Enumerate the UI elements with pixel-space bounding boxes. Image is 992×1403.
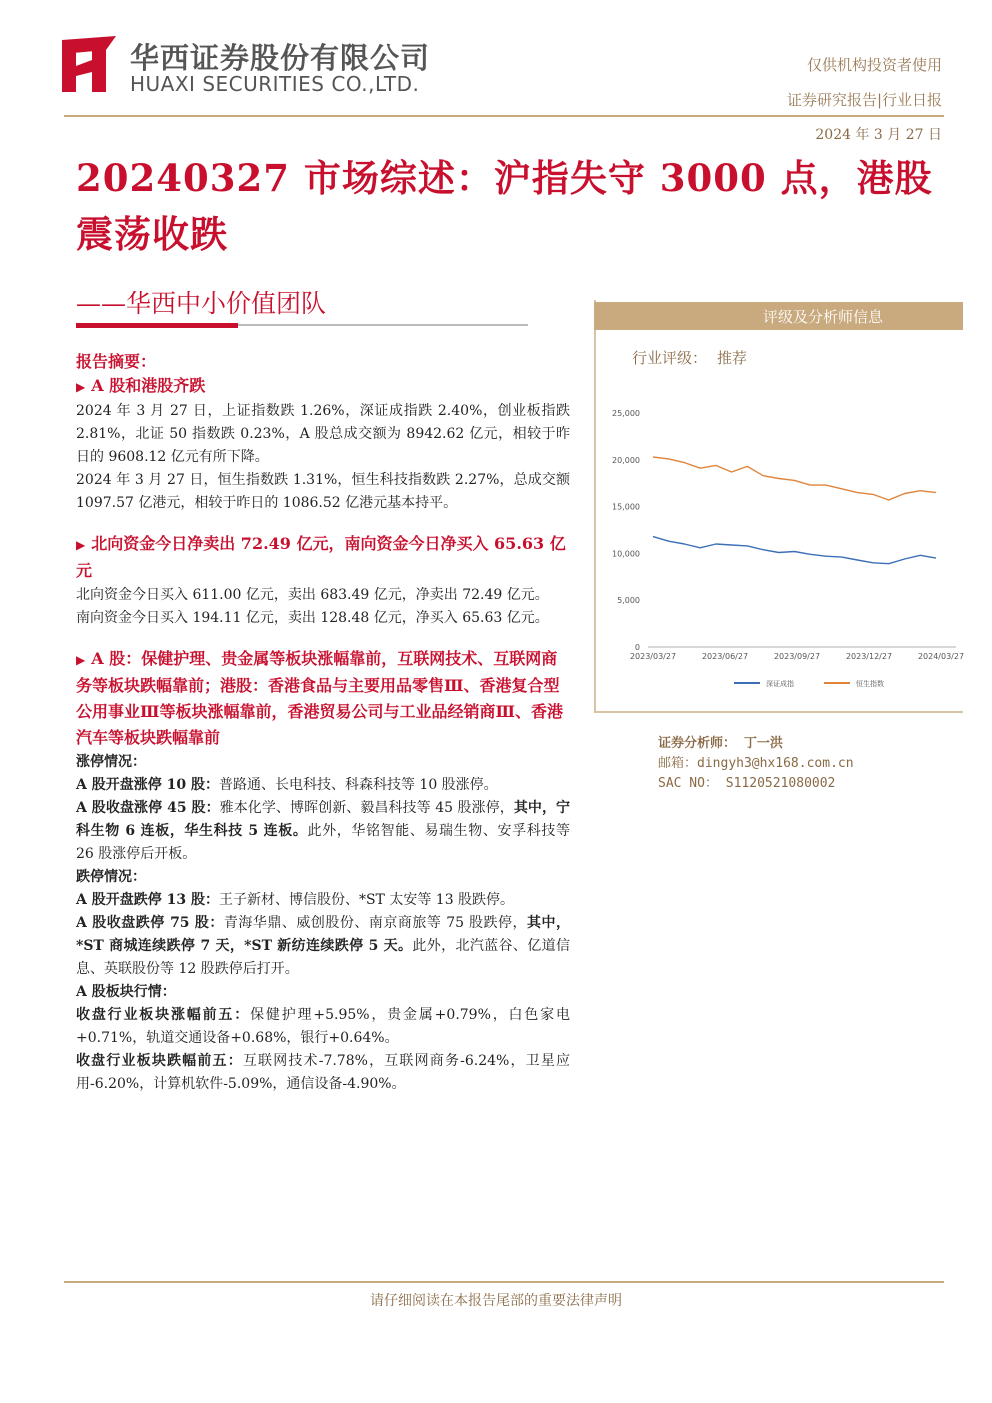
company-logo xyxy=(62,36,116,92)
paragraph xyxy=(76,797,570,866)
report-date: 2024 年 3 月 27 日 xyxy=(815,127,942,143)
paragraph: 北向资金今日买入 611.00 亿元，卖出 683.49 亿元，净卖出 72.49 亿元。 xyxy=(76,587,549,603)
y-tick-label: 5,000 xyxy=(617,596,640,606)
sac-label: SAC NO： xyxy=(658,776,718,791)
rating-label: 行业评级： xyxy=(632,349,708,367)
y-tick-label: 25,000 xyxy=(612,409,640,418)
email-row xyxy=(658,754,854,774)
usage-note: 仅供机构投资者使用 xyxy=(806,56,942,74)
y-tick-label: 15,000 xyxy=(612,502,640,512)
paragraph xyxy=(76,774,570,797)
company-name-en: HUAXI SECURITIES CO.,LTD. xyxy=(130,72,420,96)
section-heading-text: A 股：保健护理、贵金属等板块涨幅靠前，互联网技术、互联网商务等板块跌幅靠前；港股：香港食品与主要用品零售Ⅲ、香港复合型公用事业Ⅲ等板块涨幅靠前，香港贸易公司与工业品经销商Ⅲ、香港汽车等板块跌幅靠前 xyxy=(76,649,563,747)
section-heading-text: A 股和港股齐跌 xyxy=(91,376,206,395)
spacer xyxy=(76,515,570,531)
report-title: 20240327 市场综述：沪指失守 3000 点，港股震荡收跌 xyxy=(76,156,933,256)
paragraph xyxy=(76,1050,570,1096)
panel-bottom-border xyxy=(594,711,963,713)
section-heading xyxy=(76,646,570,751)
x-tick-label: 2023/06/27 xyxy=(701,652,749,661)
sac-number: S1120521080002 xyxy=(725,776,836,791)
spacer xyxy=(76,630,570,646)
lead-text: A 股收盘涨停 45 股： xyxy=(76,800,220,816)
index-line-chart xyxy=(596,395,964,695)
body-text: 青海华鼎、威创股份、南京商旅等 75 股跌停， xyxy=(223,915,528,931)
paragraph: 2024 年 3 月 27 日，上证指数跌 1.26%，深证成指跌 2.40%，创业板指跌 2.81%，北证 50 指数跌 0.23%，A 股总成交额为 8942.62 亿元，相较于昨日的 9608.12 亿元有所下降。 xyxy=(76,403,570,465)
subheading: 跌停情况： xyxy=(76,869,146,885)
footer-divider xyxy=(64,1281,944,1283)
triangle-bullet-icon: ▶ xyxy=(76,653,86,667)
rating-value: 推荐 xyxy=(717,349,748,367)
triangle-bullet-icon: ▶ xyxy=(76,380,86,394)
body-text: 普路通、长电科技、科森科技等 10 股涨停。 xyxy=(218,777,498,793)
analyst-email[interactable]: dingyh3@hx168.com.cn xyxy=(697,756,854,771)
abstract-title: 报告摘要： xyxy=(76,352,157,371)
x-tick-label: 2023/12/27 xyxy=(845,652,893,661)
highlight-text: 其中，*ST 商城连续跌停 7 天，*ST 新纺连续跌停 5 天。 xyxy=(76,915,571,954)
y-tick-label: 10,000 xyxy=(612,549,640,559)
triangle-bullet-icon: ▶ xyxy=(76,538,86,552)
y-tick-label: 0 xyxy=(634,643,640,652)
y-tick-label: 20,000 xyxy=(612,455,640,465)
paragraph xyxy=(76,912,570,981)
analyst-row xyxy=(658,734,854,754)
body-text: 保健护理+5.95%，贵金属+0.79%，白色家电+0.71%，轨道交通设备+0.68%，银行+0.64%。 xyxy=(76,1007,570,1046)
company-name-cn: 华西证券股份有限公司 xyxy=(130,41,431,75)
title-underline-accent xyxy=(76,323,238,328)
lead-text: 收盘行业板块跌幅前五： xyxy=(76,1053,243,1069)
x-tick-label: 2023/03/27 xyxy=(629,652,677,661)
legend-label: 深证成指 xyxy=(766,680,794,688)
x-tick-label: 2023/09/27 xyxy=(773,652,821,661)
panel-title: 评级及分析师信息 xyxy=(762,308,883,326)
industry-rating xyxy=(632,347,747,368)
paragraph xyxy=(76,1004,570,1050)
series-line-1 xyxy=(653,537,936,564)
section-heading xyxy=(76,531,570,584)
body-text: 互联网技术-7.78%，互联网商务-6.24%，卫星应用-6.20%，计算机软件-5.09%，通信设备-4.90%。 xyxy=(76,1053,570,1092)
analyst-name: 丁一洪 xyxy=(743,736,783,751)
paragraph: 南向资金今日买入 194.11 亿元，卖出 128.48 亿元，净买入 65.63 亿元。 xyxy=(76,610,549,626)
highlight-text: 其中，宁科生物 6 连板，华生科技 5 连板。 xyxy=(76,800,571,839)
body-text: 雅本化学、博晖创新、毅昌科技等 45 股涨停， xyxy=(219,800,514,816)
section-heading xyxy=(76,373,570,400)
legend-label: 恒生指数 xyxy=(856,680,884,688)
lead-text: A 股开盘跌停 13 股： xyxy=(76,892,219,908)
footer-disclaimer-note: 请仔细阅读在本报告尾部的重要法律声明 xyxy=(370,1293,622,1309)
header-divider xyxy=(64,115,944,117)
body-text: 王子新材、博信股份、*ST 太安等 13 股跌停。 xyxy=(218,892,515,908)
section-heading-text: 北向资金今日净卖出 72.49 亿元，南向资金今日净买入 65.63 亿元 xyxy=(76,534,566,580)
lead-text: 收盘行业板块涨幅前五： xyxy=(76,1007,251,1023)
analyst-info xyxy=(658,734,854,794)
email-label: 邮箱： xyxy=(658,756,698,771)
paragraph xyxy=(76,889,570,912)
title-underline xyxy=(238,324,528,326)
series-line-2 xyxy=(653,457,936,500)
body-text: 此外，华铭智能、易瑞生物、安孚科技等 26 股涨停后开板。 xyxy=(76,823,571,862)
body-text: 此外，北汽蓝谷、亿道信息、英联股份等 12 股跌停后打开。 xyxy=(76,938,570,977)
team-name: ——华西中小价值团队 xyxy=(76,289,327,318)
paragraph: 2024 年 3 月 27 日，恒生指数跌 1.31%，恒生科技指数跌 2.27%，总成交额 1097.57 亿港元，相较于昨日的 1086.52 亿港元基本持平。 xyxy=(76,472,570,511)
sac-row xyxy=(658,774,854,794)
analyst-label: 证券分析师： xyxy=(658,736,737,751)
subheading: 涨停情况： xyxy=(76,754,146,770)
panel-header xyxy=(594,302,963,330)
report-body xyxy=(76,350,570,1096)
lead-text: A 股开盘涨停 10 股： xyxy=(76,777,219,793)
subheading: A 股板块行情： xyxy=(76,984,176,1000)
x-tick-label: 2024/03/27 xyxy=(917,652,964,661)
report-type: 证券研究报告|行业日报 xyxy=(786,91,942,109)
lead-text: A 股收盘跌停 75 股： xyxy=(76,915,224,931)
